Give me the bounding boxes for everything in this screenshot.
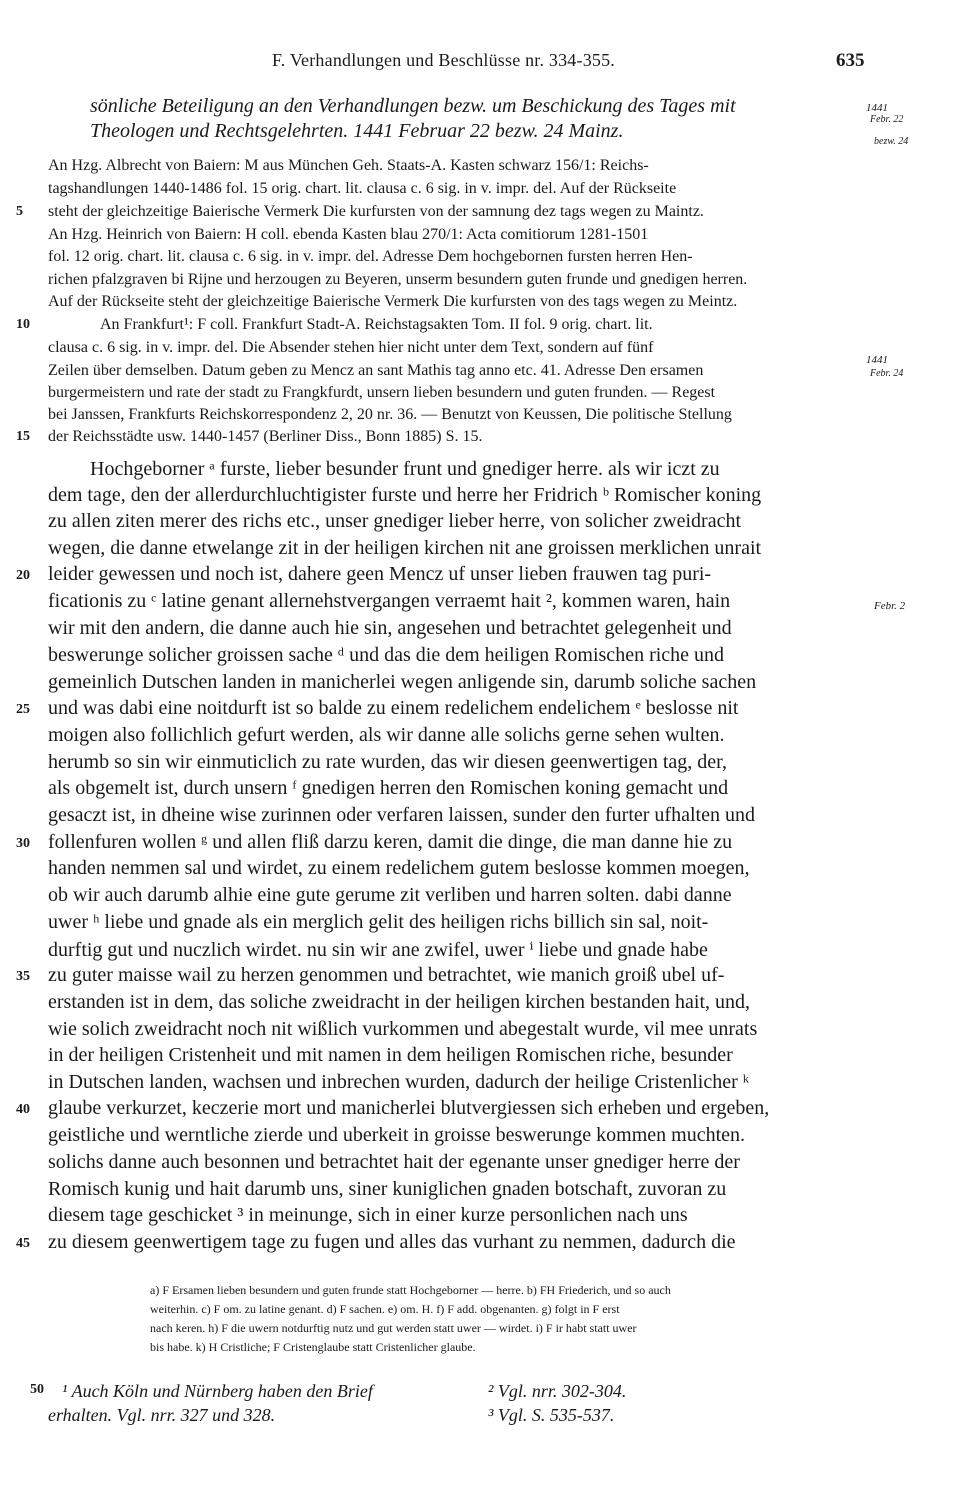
body-line: uwer ʰ liebe und gnade als ein merglich gelit des heiligen richs billich sin sal, noit-: [48, 911, 709, 933]
body-line: Hochgeborner ᵃ furste, lieber besunder frunt und gnediger herre. als wir iczt zu: [90, 458, 720, 480]
margin-date-2-a: Febr. 24: [870, 368, 904, 379]
body-line: herumb so sin wir einmuticlich zu rate wurden, das wir diesen geenwertigen tag, der,: [48, 751, 727, 773]
body-line: beswerunge solicher groissen sache ᵈ und das die dem heiligen Romischen riche und: [48, 644, 725, 666]
apparatus-line: richen pfalzgraven bi Rijne und herzougen zu Beyeren, unserm besundern guten frunde und gnedigen herren.: [48, 271, 748, 288]
body-line: leider gewessen und noch ist, dahere geen Mencz uf unser lieben frauwen tag puri-: [48, 563, 712, 585]
body-line: wir mit den andern, die danne auch hie sin, angesehen und betrachtet gelegenheit und: [48, 617, 732, 639]
header-title: F. Verhandlungen und Beschlüsse nr. 334-355.: [272, 50, 615, 70]
body-line: gemeinlich Dutschen landen in manicherlei wegen anligende sin, darumb soliche sachen: [48, 671, 757, 693]
apparatus-line: der Reichsstädte usw. 1440-1457 (Berliner Diss., Bonn 1885) S. 15.: [48, 428, 483, 445]
body-line: und was dabi eine noitdurft ist so balde zu einem redelichem endelichem ᵉ beslosse nit: [48, 697, 739, 719]
line-number: 25: [16, 702, 30, 717]
margin-date-1-year: 1441: [866, 102, 888, 114]
intro-line-1: sönliche Beteiligung an den Verhandlungen bezw. um Beschickung des Tages mit: [90, 95, 736, 117]
body-line: diesem tage geschicket ³ in meinunge, sich in einer kurze personlichen nach uns: [48, 1204, 688, 1226]
body-line: wegen, die danne etwelange zit in der heiligen kirchen nit ane groissen merklichen unrait: [48, 537, 762, 559]
apparatus-line: bei Janssen, Frankfurts Reichskorrespondenz 2, 20 nr. 36. — Benutzt von Keussen, Die politische Stellung: [48, 406, 732, 423]
body-line: handen nemmen sal und wirdet, zu einem redelichem gutem beslosse kommen moegen,: [48, 857, 750, 879]
line-number: 40: [16, 1102, 30, 1117]
body-line: glaube verkurzet, keczerie mort und manicherlei blutvergiessen sich erheben und ergeben,: [48, 1097, 770, 1119]
body-line: durftig gut und nuczlich wirdet. nu sin wir ane zwifel, uwer ⁱ liebe und gnade habe: [48, 939, 708, 961]
body-line: erstanden ist in dem, das soliche zweidracht in der heiligen kirchen bestanden hait, und,: [48, 991, 751, 1013]
variant-line: nach keren. h) F die uwern notdurftig nutz und gut werden statt uwer — wirdet. i) F ir habt statt uwer: [150, 1321, 637, 1335]
body-line: gesaczt ist, in dheine wise zurinnen oder verfaren laissen, sunder den furter ufhalten und: [48, 804, 755, 826]
body-line: ob wir auch darumb alhie eine gute gerume zit verliben und harren solten. dabi danne: [48, 884, 732, 906]
apparatus-line: burgermeistern und rate der stadt zu Frangkfurdt, unsern lieben besundern und guten frunden. — Regest: [48, 384, 716, 401]
footnote-3: ³ Vgl. S. 535-537.: [488, 1405, 615, 1425]
line-number: 50: [30, 1382, 44, 1397]
line-number: 20: [16, 568, 30, 583]
line-number: 35: [16, 969, 30, 984]
apparatus-line: steht der gleichzeitige Baierische Vermerk Die kurfursten von der samnung dez tags wegen zu Maintz.: [48, 203, 704, 220]
margin-date-2-year: 1441: [866, 354, 888, 366]
line-number: 10: [16, 317, 30, 332]
body-line: wie solich zweidracht noch nit wißlich vurkommen und abegestalt wurde, vil mee unrats: [48, 1018, 758, 1040]
body-line: zu allen ziten merer des richs etc., unser gnediger lieber herre, von solicher zweidracht: [48, 510, 742, 532]
intro-line-2: Theologen und Rechtsgelehrten. 1441 Februar 22 bezw. 24 Mainz.: [90, 120, 624, 142]
body-line: Romisch kunig und hait darumb uns, siner kuniglichen gnaden botschaft, zuvoran zu: [48, 1178, 727, 1200]
apparatus-line: Auf der Rückseite steht der gleichzeitige Baierische Vermerk Die kurfursten von des tags wegen zu Meintz.: [48, 293, 738, 310]
apparatus-line: fol. 12 orig. chart. lit. clausa c. 6 sig. in v. impr. del. Adresse Dem hochgebornen fursten herren Hen-: [48, 248, 693, 265]
line-number: 45: [16, 1236, 30, 1251]
variant-line: bis habe. k) H Cristliche; F Cristenglaube statt Cristenlicher glaube.: [150, 1340, 476, 1354]
body-line: zu guter maisse wail zu herzen genommen und betrachtet, wie manich groiß ubel uf-: [48, 964, 725, 986]
body-line: moigen also follichlich gefurt werden, als wir danne alle solichs gerne sehen wulten.: [48, 724, 725, 746]
apparatus-line: An Hzg. Heinrich von Baiern: H coll. ebenda Kasten blau 270/1: Acta comitiorum 1281-1501: [48, 226, 649, 243]
line-number: 30: [16, 836, 30, 851]
apparatus-line: clausa c. 6 sig. in v. impr. del. Die Absender stehen hier nicht unter dem Text, sondern auf fünf: [48, 339, 654, 356]
variant-line: a) F Ersamen lieben besundern und guten frunde statt Hochgeborner — herre. b) FH Friederich, und so auch: [150, 1283, 671, 1297]
body-line: ficationis zu ᶜ latine genant allernehstvergangen verraemt hait ², kommen waren, hain: [48, 590, 731, 612]
body-line: zu diesem geenwertigem tage zu fugen und alles das vurhant zu nemmen, dadurch die: [48, 1231, 736, 1253]
footnote-1: ¹ Auch Köln und Nürnberg haben den Brief: [62, 1381, 373, 1401]
margin-date-1-b: bezw. 24: [874, 136, 909, 147]
body-line: in Dutschen landen, wachsen und inbrechen wurden, dadurch der heilige Cristenlicher ᵏ: [48, 1071, 750, 1093]
variant-line: weiterhin. c) F om. zu latine genant. d) F sachen. e) om. H. f) F add. obgenanten. g) folgt in F erst: [150, 1302, 620, 1316]
apparatus-line: An Frankfurt¹: F coll. Frankfurt Stadt-A. Reichstagsakten Tom. II fol. 9 orig. chart. lit.: [100, 316, 653, 333]
body-line: solichs danne auch besonnen und betrachtet hait der egenante unser gnediger herre der: [48, 1151, 740, 1173]
apparatus-line: Zeilen über demselben. Datum geben zu Mencz an sant Mathis tag anno etc. 41. Adresse Den ersamen: [48, 362, 704, 379]
running-header: [0, 50, 960, 74]
footnote-1-cont: erhalten. Vgl. nrr. 327 und 328.: [48, 1405, 276, 1425]
body-line: in der heiligen Cristenheit und mit namen in dem heiligen Romischen riche, besunder: [48, 1044, 733, 1066]
footnote-2: ² Vgl. nrr. 302-304.: [488, 1381, 627, 1401]
apparatus-line: tagshandlungen 1440-1486 fol. 15 orig. chart. lit. clausa c. 6 sig. in v. impr. del. Auf der Rückseite: [48, 180, 677, 197]
line-number: 5: [16, 204, 23, 219]
apparatus-line: An Hzg. Albrecht von Baiern: M aus München Geh. Staats-A. Kasten schwarz 156/1: Reichs-: [48, 157, 649, 174]
body-line: dem tage, den der allerdurchluchtigister furste und herre her Fridrich ᵇ Romischer koning: [48, 484, 762, 506]
body-line: follenfuren wollen ᵍ und allen fliß darzu keren, damit die dinge, die man danne hie zu: [48, 831, 733, 853]
line-number: 15: [16, 429, 30, 444]
body-line: als obgemelt ist, durch unsern ᶠ gnedigen herren den Romischen koning gemacht und: [48, 777, 729, 799]
page-number: 635: [836, 50, 865, 71]
margin-date-1-a: Febr. 22: [870, 114, 904, 125]
margin-date-3: Febr. 2: [874, 600, 906, 612]
body-line: geistliche und werntliche zierde und uberkeit in groisse beswerunge kommen muchten.: [48, 1124, 746, 1146]
